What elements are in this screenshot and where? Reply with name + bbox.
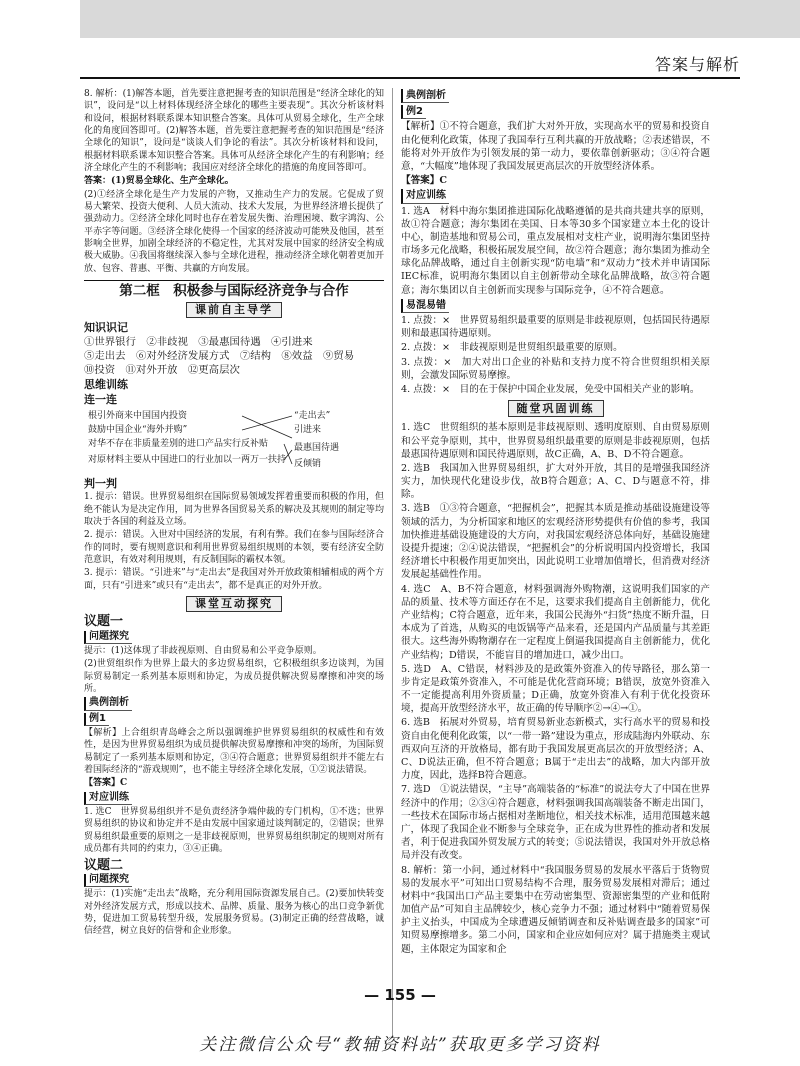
mistake-item: 4. 点拨：× 目的在于保护中国企业发展，免受中国相关产业的影响。 (401, 383, 700, 395)
q8-analysis: 8. 解析：(1)解答本题，首先要注意把握考查的知识范围是“经济全球化的知识”，设问是“以上材料体现经济全球化的哪些主要表现”。其次分析该材料和设问，根据材料联系课本知识整合答案。具体可从贸易全球化，生产全球化的角度回答即可。(2)解答本题，首先要注意把握考查的知识范围是“经济全球化的知识”，设问是“谈谈人们争论的看法”。其次分析该材料和设问，根据材料联系课本知识整合答案。具体可从经济全球化产生的有利影响；经济全球化产生的不利影响；我国应对经济全球化的措施的角度回答即可。 (84, 89, 384, 174)
matching-exercise (84, 408, 384, 474)
match-left-item: 鼓励中国企业“海外并购” (88, 424, 188, 435)
match-left-item: 对原材料主要从中国进口的行业加以一两万一扶持 (88, 454, 287, 465)
banner-classroom: 课堂互动探究 (186, 596, 282, 612)
keyword-line: ⑩投资 ⑪对外开放 ⑫更高层次 (84, 364, 240, 377)
header-rule (80, 77, 740, 79)
match-line (242, 416, 292, 438)
page-header (0, 0, 800, 72)
drill-item: 2. 选B 我国加入世界贸易组织，扩大对外开放，其目的是增强我国经济实力，加快现代化建设步伐，故B符合题意；A、C、D与题意不符，排除。 (401, 462, 710, 501)
issue1-hint-2: (2)世贸组织作为世界上最大的多边贸易组织，它积极组织多边谈判，为国际贸易制定一系列基本原则和协定，为成员提供解决贸易摩擦和冲突的场所。 (84, 659, 384, 695)
case1-answer: 【答案】C (84, 778, 128, 789)
q8-answer-2: (2)①经济全球化是生产力发展的产物，又推动生产力的发展。它促成了贸易大繁荣、投资大便利、人员大流动、技术大发展，为世界经济增长提供了强劲动力。②经济全球化同时也存在着发展失衡、治理困境、数字鸿沟、公平赤字等问题。③经济全球化使得一个国家的经济波动可能殃及他国，甚至影响全世界，加剧全球经济的不稳定性，尤其对发展中国家的经济安全构成极大威胁。④我国将继续深入参与全球化进程，推动经济全球化朝着更加开放、包容、普惠、平衡、共赢的方向发展。 (84, 189, 384, 274)
issue2-hint: 提示：(1)实施“走出去”战略，充分利用国际资源发展自己。(2)要加快转变对外经济发展方式，形成以技术、品牌、质量、服务为核心的出口竞争新优势，促进加工贸易转型升级，发展服务贸易。(3)制定正确的经营战略，诚信经营，树立良好的信誉和企业形象。 (84, 889, 384, 937)
page-number: — 155 — (364, 986, 436, 1004)
match-right-item: 最惠国待遇 (294, 442, 340, 453)
footer-promo: 关注微信公众号“教辅资料站”获取更多学习资料 (199, 1035, 601, 1055)
header-title: 答案与解析 (654, 55, 740, 74)
right-column (401, 88, 710, 957)
case2-answer: 【答案】C (401, 175, 448, 187)
tag-example-2: 例2 (401, 105, 426, 119)
tag-training: 对应训练 (84, 792, 132, 805)
drill-item: 4. 选C A、B不符合题意，材料强调海外购物潮，这说明我们国家的产品的质量、技术等方面还存在不足，这要求我们提高自主创新能力，优化产业结构；C符合题意，近年来，我国公民海外“扫货”热度不断升温，日本成为了首选，从购买的电饭锅等产品来看，还是国内产品质量与其差距很大。这些海外购物潮存在一定程度上倒逼我国提高自主创新能力，优化产业结构；D错误，不能盲目的增加进口，减少出口。 (401, 583, 710, 661)
match-right-item: 反倾销 (294, 458, 322, 469)
banner-self-study: 课前自主导学 (186, 302, 282, 318)
drill-item: 5. 选D A、C错误，材料涉及的是政策外资准入的传导路径，那么第一步肯定是政策外资准入，不可能是优化营商环境；B错误，放宽外资准入不一定能提高利用外资质量；D正确，放宽外资准入有利于优化投资环境，提高开放型经济水平，故正确的传导顺序②→④→①。 (401, 663, 710, 715)
mistake-item: 3. 点拨：× 加大对出口企业的补贴和支持力度不符合世贸组织相关原则，会激发国际贸易摩擦。 (401, 356, 710, 381)
tag-explore: 问题探究 (84, 631, 132, 644)
keyword-grid (84, 335, 384, 377)
tag-training-2: 对应训练 (401, 189, 449, 203)
judge-item: 1. 提示：错误。世界贸易组织在国际贸易领域发挥着重要而积极的作用，但绝不能认为是决定作用，同为世界各国贸易关系的解决及其规则的制定等均取决于各国的利益及立场。 (84, 492, 384, 527)
banner-drill: 随堂巩固训练 (508, 400, 604, 417)
tag-mistake: 易混易错 (401, 299, 449, 313)
match-left-item: 根引外商来中国国内投资 (88, 410, 188, 421)
issue1-hint-1: 提示：(1)这体现了非歧视原则、自由贸易和公平竞争原则。 (84, 646, 322, 656)
judge-label: 判一判 (84, 476, 117, 490)
left-column (84, 88, 384, 939)
drill-item: 1. 选C 世贸组织的基本原则是非歧视原则、透明度原则、自由贸易原则和公平竞争原则，其中，世界贸易组织最重要的原则是非歧视原则，包括最惠国待遇原则和国民待遇原则，故C正确，A、B、D不符合题意。 (401, 422, 710, 460)
training-2: 1. 选A 材料中海尔集团推进国际化战略遵循的是共商共建共享的原则，故①符合题意；海尔集团在美国、日本等30多个国家建立本土化的设计中心，制造基地和贸易公司，重点发展相对支柱产业，说明海尔集团坚持市场多元化战略，积极拓展发展空间，故②符合题意；海尔集团为推动全球化品牌战略，通过自主创新实现“防电墙”和“双动力”技术并申请国际IEC标准，说明海尔集团以自主创新带动全球化品牌战略，故③符合题意；海尔集团以自主创新而实现参与国际竞争，④不符合题意。 (401, 205, 710, 296)
section-title: 第二框 积极参与国际经济竞争与合作 (84, 280, 384, 297)
drill-item: 3. 选B ①③符合题意，“把握机会”，把握其本质是推动基础设施建设等领域的活力，为分析国家和地区的宏观经济形势提供有价值的参考，我国加快推进基础设施建设的大方向，对我国宏观经济总体向好，基础设施建设提升提速；②④说法错误，“把握机会”的分析说明国内投资增长，我国经济增长中积极作用更加突出，因此说明工业增加值增长，但消费对经济发展起基础性作用。 (401, 503, 710, 581)
training-1: 1. 选C 世界贸易组织并不是负责经济争端仲裁的专门机构，①不选；世界贸易组织的协议和协定并不是由发展中国家通过谈判制定的，②错误；世界贸易组织最重要的原则之一是非歧视原则，世界贸易组织制定的规则对所有成员都有共同的约束力，③④正确。 (84, 807, 384, 855)
judge-item: 3. 提示：错误。“引进来”与“走出去”是我国对外开放政策相辅相成的两个方面，只有“引进来”或只有“走出去”，都不是真正的对外开放。 (84, 568, 384, 591)
header-band (80, 0, 800, 38)
matching-label: 连一连 (84, 392, 117, 406)
match-left-item: 对华不存在非质量差别的进口产品实行反补贴 (88, 438, 269, 449)
tag-example-1: 例1 (84, 713, 109, 726)
keyword-line: ⑤走出去 ⑥对外经济发展方式 ⑦结构 ⑧效益 ⑨贸易 (84, 350, 355, 363)
knowledge-label: 知识识记 (84, 320, 128, 334)
judge-item: 2. 提示：错误。入世对中国经济的发展，有利有弊。我们在参与国际经济合作的同时，要有规则意识和利用世界贸易组织规则的本领，要有经济安全防范意识，有效对利用规则，有反制国际的霸权本领。 (84, 530, 384, 565)
case1-analysis: 【解析】上合组织青岛峰会之所以强调维护世界贸易组织的权威性和有效性，是因为世界贸易组织为成员提供解决贸易摩擦和冲突的场所，为国际贸易制定了一系列基本原则和协定，③④符合题意；世界贸易组织并不能左右着国际经济的“游戏规则”，也不能主导经济全球化发展，①②说法错误。 (84, 728, 384, 776)
drill-item: 7. 选D ①说法错误，“主导”高端装备的“标准”的说法夸大了中国在世界经济中的作用；②③④符合题意，材料强调我国高端装备不断走出国门，一些技术在国际市场占据相对垄断地位，相关技术标准，适用范围越来越广，体现了我国企业不断参与全球竞争，正在成为世界性的推动者和发展者，利于促进我国外贸发展方式的转变；⑤说法错误，我国对外开放总格局并没有改变。 (401, 784, 710, 862)
drill-item: 8. 解析：第一小问，通过材料中“我国服务贸易的发展水平落后于货物贸易的发展水平”可知出口贸易结构不合理，服务贸易发展相对滞后；通过材料中“我国出口产品主要集中在劳动密集型、资源密集型的产业和低附加值产品”可知自主品牌较少，核心竞争力不强；通过材料中“随着贸易保护主义抬头，中国成为全球遭遇反倾销调查和反补贴调查最多的国家”可知贸易摩擦增多。第二小问，国家和企业应如何应对？属于措施类主观试题，主体限定为国家和企 (401, 864, 710, 955)
issue-one-title: 议题一 (84, 614, 124, 630)
column-divider (392, 88, 393, 1038)
thinking-label: 思维训练 (84, 378, 128, 392)
case2-analysis: 【解析】①不符合题意，我们扩大对外开放，实现高水平的贸易和投资自由化便利化政策，体现了我国奉行互利共赢的开放战略；②表述错误，不能将对外开放作为引领发展的第一动力，要依靠创新驱动；③④符合题意，“大幅度”地体现了我国发展更高层次的开放型经济体系。 (401, 121, 710, 172)
tag-case: 典例剖析 (84, 697, 132, 710)
tag-case-r: 典例剖析 (401, 89, 449, 103)
keyword-line: ①世界银行 ②非歧视 ③最惠国待遇 ④引进来 (84, 336, 313, 349)
issue-two-title: 议题二 (84, 857, 124, 873)
mistake-item: 2. 点拨：× 非歧视原则是世贸组织最重要的原则。 (401, 342, 623, 354)
match-right-item: “走出去” (294, 410, 331, 421)
match-right-item: 引进来 (294, 424, 322, 435)
q8-answer-1: 答案：(1)贸易全球化、生产全球化。 (84, 176, 234, 187)
mistake-item: 1. 点拨：× 世界贸易组织最重要的原则是非歧视原则，包括国民待遇原则和最惠国待遇原则。 (401, 315, 710, 340)
tag-explore-2: 问题探究 (84, 874, 132, 887)
match-line (242, 416, 292, 430)
drill-item: 6. 选B 拓展对外贸易，培育贸易新业态新模式，实行高水平的贸易和投资自由化便利化政策，以“一带一路”建设为重点，形成陆海内外联动、东西双向互济的开放格局，都有助于我国发展更高层次的开放型经济；A、C、D说法正确，但不符合题意；B属于“走出去”的战略，加大内部开放力度，因此，选择B符合题意。 (401, 717, 710, 782)
